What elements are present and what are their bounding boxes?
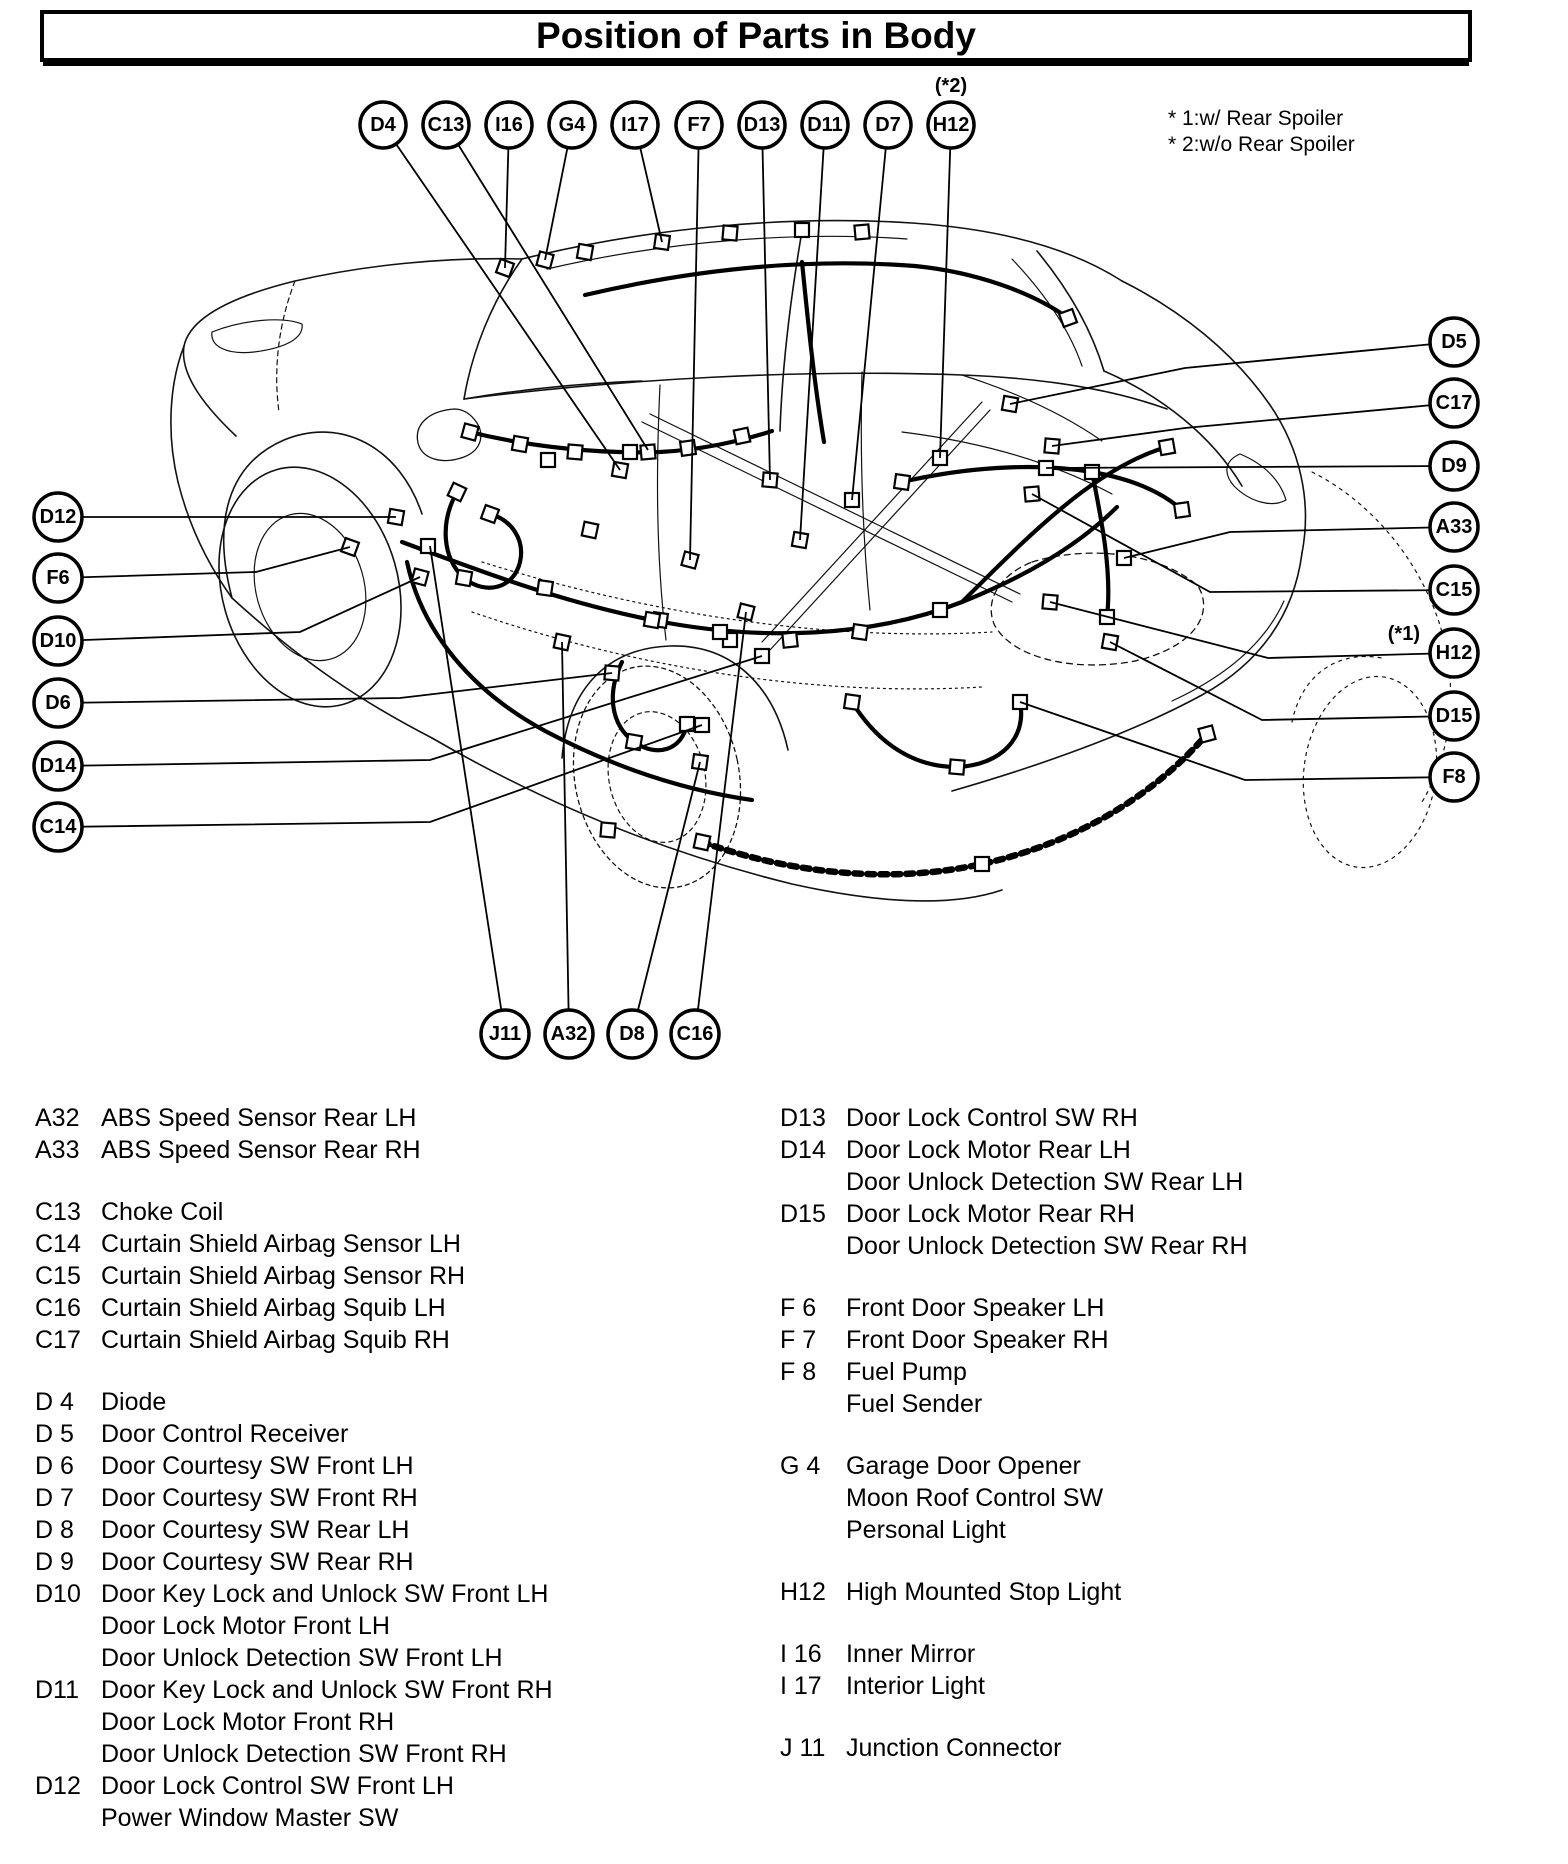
callout-D12 [34, 493, 82, 541]
part-name-line: Door Control Receiver [101, 1420, 349, 1448]
callout-I17 [612, 102, 658, 148]
legend-entry-F7 [780, 1324, 1550, 1356]
leader-line-D9 [1046, 466, 1454, 468]
connector-box [949, 759, 964, 774]
part-code: H12 [780, 1578, 826, 1606]
legend-group [780, 1292, 1550, 1420]
legend-entry-D9 [35, 1546, 765, 1578]
callout-D15 [1430, 692, 1478, 740]
part-name-line: Personal Light [846, 1516, 1006, 1544]
connector-box [894, 474, 910, 490]
legend-entry-A33 [35, 1134, 765, 1166]
part-code: D 9 [35, 1548, 74, 1576]
part-name-line: Moon Roof Control SW [846, 1484, 1104, 1512]
legend-entry-D14 [780, 1134, 1550, 1198]
part-name-line: Front Door Speaker LH [846, 1294, 1105, 1322]
part-code: C13 [35, 1198, 81, 1226]
part-name-line: Door Unlock Detection SW Rear RH [846, 1232, 1248, 1260]
connector-box [713, 625, 727, 639]
part-name-line: Door Lock Motor Rear LH [846, 1136, 1131, 1164]
callout-D13 [739, 102, 785, 148]
callout-J11 [481, 1010, 529, 1058]
part-name-line: Power Window Master SW [101, 1804, 399, 1832]
connector-box [933, 603, 947, 617]
connector-box [448, 483, 467, 502]
footnote-2: * 2:w/o Rear Spoiler [1168, 133, 1355, 156]
legend-group [780, 1638, 1550, 1702]
part-name-line: Fuel Sender [846, 1390, 983, 1418]
part-name-line: Front Door Speaker RH [846, 1326, 1109, 1354]
callout-label: G4 [558, 114, 586, 136]
part-names [101, 1770, 765, 1834]
connector-box [481, 505, 499, 523]
leader-line-A33 [1124, 527, 1454, 558]
callout-C17 [1430, 379, 1478, 427]
connector-box [456, 570, 472, 586]
part-name-line: Fuel Pump [846, 1358, 967, 1386]
part-code: C14 [35, 1230, 81, 1258]
callout-D9 [1430, 442, 1478, 490]
connector-box [795, 223, 809, 237]
leader-line-D4 [383, 125, 620, 470]
callout-footnote-marker: (*1) [1387, 623, 1420, 645]
callout-label: D13 [743, 114, 781, 136]
part-name-line: Curtain Shield Airbag Squib RH [101, 1326, 450, 1354]
part-code: D 5 [35, 1420, 74, 1448]
part-code: C15 [35, 1262, 81, 1290]
leader-line-D8 [632, 762, 700, 1034]
legend-group [780, 1102, 1550, 1262]
legend-group [35, 1102, 765, 1166]
callout-label: I17 [621, 114, 649, 136]
part-name-line: Door Key Lock and Unlock SW Front RH [101, 1676, 553, 1704]
callout-label: C13 [427, 114, 465, 136]
connector-box [537, 580, 553, 596]
legend-entry-C17 [35, 1324, 765, 1356]
part-code: F 8 [780, 1358, 817, 1386]
callout-label: D11 [807, 114, 843, 136]
connector-box [644, 612, 660, 628]
legend-entry-C14 [35, 1228, 765, 1260]
part-names [101, 1578, 765, 1674]
callout-label: D7 [875, 114, 901, 136]
part-names [846, 1638, 1550, 1670]
connector-box [600, 822, 615, 837]
connector-box [1198, 725, 1215, 742]
part-code: I 16 [780, 1640, 822, 1668]
callout-label: D8 [619, 1023, 645, 1045]
part-code: F 6 [780, 1294, 817, 1322]
callout-A32 [545, 1010, 593, 1058]
part-names [846, 1356, 1550, 1420]
part-names [101, 1196, 765, 1228]
legend-entry-A32 [35, 1102, 765, 1134]
legend-entry-I17 [780, 1670, 1550, 1702]
callout-H12 [1388, 623, 1478, 677]
leader-line-C15 [1032, 494, 1454, 592]
car-wireframe [171, 221, 1451, 904]
part-names [101, 1418, 765, 1450]
legend-entry-I16 [780, 1638, 1550, 1670]
part-name-line: Junction Connector [846, 1734, 1062, 1762]
callout-D8 [608, 1010, 656, 1058]
legend-entry-D6 [35, 1450, 765, 1482]
connector-box [734, 428, 751, 445]
part-name-line: Door Unlock Detection SW Rear LH [846, 1168, 1244, 1196]
callout-footnote-marker: (*2) [934, 75, 968, 97]
leader-line-D6 [58, 673, 612, 703]
callout-I16 [486, 102, 532, 148]
legend-entry-D11 [35, 1674, 765, 1770]
callout-label: H12 [1435, 642, 1473, 664]
callout-D10 [34, 617, 82, 665]
legend-entry-D10 [35, 1578, 765, 1674]
legend-entry-D5 [35, 1418, 765, 1450]
callout-C15 [1430, 566, 1478, 614]
leader-line-J11 [430, 546, 505, 1034]
part-code: D11 [35, 1676, 80, 1704]
page-title: Position of Parts in Body [536, 15, 976, 56]
legend-entry-D7 [35, 1482, 765, 1514]
callout-label: A32 [550, 1023, 588, 1045]
connector-box [854, 224, 869, 239]
part-names [846, 1732, 1550, 1764]
part-name-line: Curtain Shield Airbag Squib LH [101, 1294, 446, 1322]
connector-box [1059, 309, 1077, 327]
legend-group [780, 1576, 1550, 1608]
leader-line-H12 [940, 125, 951, 458]
part-name-line: ABS Speed Sensor Rear RH [101, 1136, 421, 1164]
part-names [846, 1102, 1550, 1134]
callout-label: D12 [39, 506, 77, 528]
part-code: D 6 [35, 1452, 74, 1480]
part-code: G 4 [780, 1452, 821, 1480]
legend-group [780, 1450, 1550, 1546]
connector-box [461, 423, 478, 440]
callout-F7 [676, 102, 722, 148]
callout-D11 [802, 102, 848, 148]
legend-entry-F6 [780, 1292, 1550, 1324]
callout-label: C16 [676, 1023, 714, 1045]
part-names [101, 1134, 765, 1166]
connector-box [694, 834, 711, 851]
part-code: D15 [780, 1200, 826, 1228]
connector-box [421, 539, 435, 553]
callout-F8 [1430, 753, 1478, 801]
connector-box [852, 624, 868, 640]
part-code: C17 [35, 1326, 81, 1354]
part-name-line: ABS Speed Sensor Rear LH [101, 1104, 417, 1132]
part-code: D12 [35, 1772, 81, 1800]
leader-line-A32 [562, 642, 569, 1034]
leader-line-C17 [1052, 403, 1454, 446]
part-names [846, 1324, 1550, 1356]
callout-D14 [34, 742, 82, 790]
callout-F6 [34, 554, 82, 602]
part-name-line: Door Courtesy SW Front LH [101, 1452, 414, 1480]
connector-box [844, 694, 860, 710]
legend-entry-J11 [780, 1732, 1550, 1764]
callout-C16 [671, 1010, 719, 1058]
part-code: D 8 [35, 1516, 74, 1544]
legend-entry-C13 [35, 1196, 765, 1228]
connector-box [975, 857, 989, 871]
part-name-line: Door Key Lock and Unlock SW Front LH [101, 1580, 549, 1608]
connector-box [722, 225, 737, 240]
callout-label: J11 [488, 1023, 522, 1045]
part-code: D13 [780, 1104, 826, 1132]
callout-C14 [34, 803, 82, 851]
callout-G4 [549, 102, 595, 148]
callout-label: D9 [1441, 455, 1467, 477]
legend-entry-D13 [780, 1102, 1550, 1134]
part-code: A33 [35, 1136, 80, 1164]
part-name-line: Inner Mirror [846, 1640, 976, 1668]
callout-label: F8 [1442, 766, 1466, 788]
part-names [101, 1292, 765, 1324]
callout-label: D5 [1441, 331, 1467, 353]
connector-box [782, 632, 797, 647]
callout-label: F6 [46, 567, 70, 589]
part-code: D10 [35, 1580, 81, 1608]
callout-label: F7 [687, 114, 711, 136]
legend-entry-G4 [780, 1450, 1550, 1546]
legend-entry-D4 [35, 1386, 765, 1418]
connector-box [567, 444, 582, 459]
connector-box [1159, 439, 1175, 455]
callout-C13 [423, 102, 469, 148]
legend-entry-D8 [35, 1514, 765, 1546]
callout-circles [34, 75, 1478, 1058]
part-name-line: Door Unlock Detection SW Front LH [101, 1644, 503, 1672]
part-name-line: Diode [101, 1388, 167, 1416]
connector-box [582, 522, 599, 539]
part-names [846, 1450, 1550, 1546]
part-code: D 7 [35, 1484, 74, 1512]
part-name-line: Door Courtesy SW Rear LH [101, 1516, 410, 1544]
connector-box [512, 436, 528, 452]
part-code: D14 [780, 1136, 826, 1164]
part-names [101, 1546, 765, 1578]
part-names [846, 1198, 1550, 1262]
part-names [101, 1674, 765, 1770]
leader-line-D7 [852, 125, 888, 500]
part-names [101, 1514, 765, 1546]
part-name-line: Curtain Shield Airbag Sensor LH [101, 1230, 461, 1258]
connector-box [623, 445, 637, 459]
callout-D4 [360, 102, 406, 148]
legend-entry-C15 [35, 1260, 765, 1292]
callout-D6 [34, 679, 82, 727]
part-name-line: Curtain Shield Airbag Sensor RH [101, 1262, 466, 1290]
part-names [101, 1386, 765, 1418]
leader-line-F7 [690, 125, 699, 560]
connector-box [680, 440, 696, 456]
part-name-line: Door Lock Motor Front RH [101, 1708, 395, 1736]
part-names [846, 1670, 1550, 1702]
callout-H12 [928, 75, 974, 148]
part-name-line: High Mounted Stop Light [846, 1578, 1122, 1606]
connector-box [541, 453, 555, 467]
legend-entry-F8 [780, 1356, 1550, 1420]
part-name-line: Door Courtesy SW Rear RH [101, 1548, 414, 1576]
callout-label: H12 [932, 114, 970, 136]
leader-line-F8 [1020, 702, 1454, 780]
part-names [101, 1102, 765, 1134]
part-name-line: Door Courtesy SW Front RH [101, 1484, 418, 1512]
part-name-line: Garage Door Opener [846, 1452, 1081, 1480]
part-name-line: Door Lock Motor Front LH [101, 1612, 390, 1640]
leader-lines [58, 125, 1454, 1034]
legend-group [780, 1732, 1550, 1764]
part-name-line: Choke Coil [101, 1198, 224, 1226]
callout-label: D4 [370, 114, 396, 136]
callout-label: C14 [39, 816, 77, 838]
callout-label: D14 [39, 755, 77, 777]
part-names [846, 1292, 1550, 1324]
callout-A33 [1430, 503, 1478, 551]
legend-group [35, 1386, 765, 1834]
part-code: D 4 [35, 1388, 74, 1416]
part-code: J 11 [780, 1734, 826, 1762]
callout-D7 [865, 102, 911, 148]
part-name-line: Door Unlock Detection SW Front RH [101, 1740, 507, 1768]
part-names [101, 1450, 765, 1482]
legend-entry-H12 [780, 1576, 1550, 1608]
leader-line-D13 [762, 125, 770, 480]
leader-line-C14 [58, 725, 702, 827]
callout-label: A33 [1435, 516, 1473, 538]
wiring-harnesses [402, 262, 1207, 874]
part-names [101, 1324, 765, 1356]
connector-box [640, 444, 655, 459]
legend-right-column [780, 1102, 1550, 1794]
part-name-line: Interior Light [846, 1672, 985, 1700]
part-names [846, 1576, 1550, 1608]
callout-label: D10 [39, 630, 77, 652]
legend-left-column [35, 1102, 765, 1864]
part-name-line: Door Lock Motor Rear RH [846, 1200, 1135, 1228]
legend-entry-C16 [35, 1292, 765, 1324]
legend-entry-D12 [35, 1770, 765, 1834]
callout-label: D15 [1435, 705, 1473, 727]
part-code: F 7 [780, 1326, 817, 1354]
footnote-1: * 1:w/ Rear Spoiler [1168, 107, 1344, 130]
connector-box [577, 244, 593, 260]
connector-box [1174, 502, 1190, 518]
leader-line-D11 [800, 125, 825, 540]
connector-layer [341, 223, 1216, 871]
part-code: I 17 [780, 1672, 822, 1700]
legend-entry-D15 [780, 1198, 1550, 1262]
part-name-line: Door Lock Control SW Front LH [101, 1772, 454, 1800]
callout-label: C15 [1435, 579, 1473, 601]
callout-label: I16 [495, 114, 523, 136]
callout-D5 [1430, 318, 1478, 366]
part-names [101, 1228, 765, 1260]
callout-label: D6 [45, 692, 71, 714]
part-code: A32 [35, 1104, 80, 1132]
part-names [101, 1260, 765, 1292]
part-code: C16 [35, 1294, 81, 1322]
part-name-line: Door Lock Control SW RH [846, 1104, 1138, 1132]
legend-group [35, 1196, 765, 1356]
part-names [846, 1134, 1550, 1198]
callout-label: C17 [1435, 392, 1473, 414]
part-names [101, 1482, 765, 1514]
